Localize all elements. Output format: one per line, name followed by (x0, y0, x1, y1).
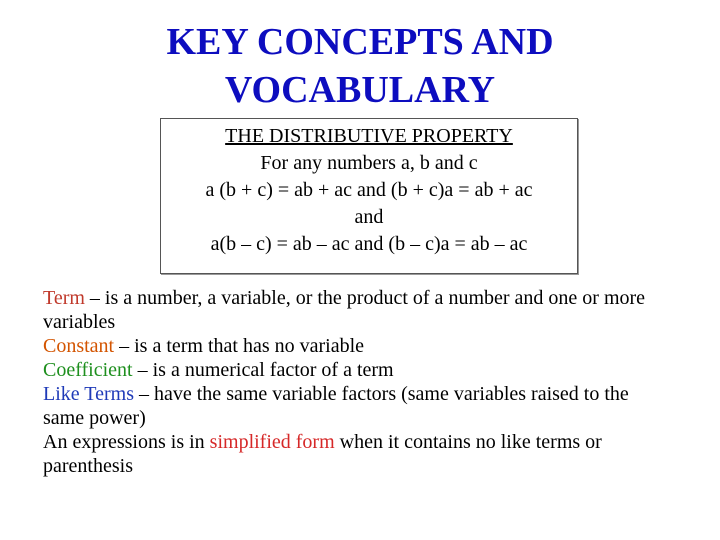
property-line-2: a (b + c) = ab + ac and (b + c)a = ab + ac (205, 179, 533, 201)
coefficient-text: – is a numerical factor of a term (132, 359, 394, 381)
simplified-before: An expressions is in (43, 431, 210, 453)
simplified-form-label: simplified form (209, 431, 335, 453)
like-terms-label: Like Terms (43, 383, 134, 405)
coefficient-label: Coefficient (43, 359, 133, 381)
term-text: – is a number, a variable, or the product of a number and one or more variables (43, 287, 646, 333)
definition-term (43, 286, 673, 334)
constant-label: Constant (43, 335, 115, 357)
property-heading: THE DISTRIBUTIVE PROPERTY (225, 125, 513, 147)
page-title (0, 18, 720, 114)
constant-text: – is a term that has no variable (114, 335, 365, 357)
like-terms-text: – have the same variable factors (same variables raised to the same power) (43, 383, 629, 429)
definitions-list (43, 286, 673, 478)
property-line-4: a(b – c) = ab – ac and (b – c)a = ab – ac (210, 233, 528, 255)
simplified-form-statement (43, 430, 673, 478)
property-line-1: For any numbers a, b and c (260, 152, 478, 174)
simplified-after: when it contains no like terms or parenthesis (43, 431, 602, 477)
term-label: Term (43, 287, 85, 309)
definition-constant (43, 334, 673, 358)
definition-like-terms (43, 382, 673, 430)
title-line-2: VOCABULARY (224, 69, 496, 111)
distributive-property-box (160, 118, 578, 274)
title-line-1: KEY CONCEPTS AND (166, 21, 554, 63)
definition-coefficient (43, 358, 673, 382)
property-line-3: and (354, 206, 384, 228)
